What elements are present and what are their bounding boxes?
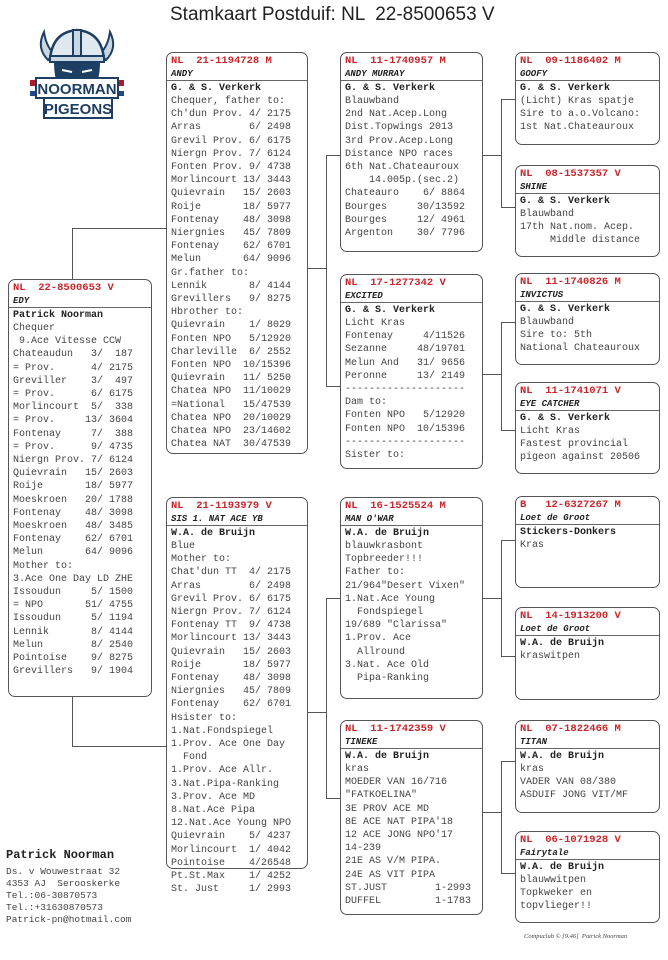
pigeon-details [9,322,151,678]
connector [326,155,327,386]
ring-number: NL 09-1186402 M [520,55,621,67]
detail-line: Fonten NPO 10/15396 [345,423,466,435]
detail-line: Roije 18/ 5977 [13,481,134,493]
pigeon-card-sire-sire[interactable] [340,52,483,252]
detail-line: Fontenay 7/ 388 [13,428,134,440]
detail-line: Chatea NAT 30/47539 [171,439,292,451]
detail-line: kras [345,764,370,775]
detail-line: Allround [345,646,406,658]
ring-number: B 12-6327267 M [520,499,621,511]
footer-credit: Compuclub © [9.46] Patrick Noorman [524,933,628,940]
detail-line: Blauwband [520,209,575,220]
connector [72,228,168,229]
ring-number: NL 07-1822466 M [520,723,621,735]
detail-line: Quievrain 15/ 2603 [171,188,292,200]
detail-line: ST.JUST 1-2993 [345,882,472,894]
detail-line: Lennik 8/ 4144 [13,626,134,638]
pigeon-details [341,763,482,908]
detail-line: Fonten NPO 5/12920 [345,410,466,422]
pigeon-card-sire[interactable] [166,52,308,454]
pigeon-card-subject[interactable] [8,279,152,697]
detail-line: 8.Nat.Ace Pipa [171,805,256,817]
connector [72,228,73,280]
ring-number: NL 06-1071928 V [520,834,621,846]
pigeon-card-dam-dam[interactable] [340,720,483,915]
detail-line: Morlincourt 13/ 3443 [171,175,292,187]
detail-line: = Prov. 13/ 3604 [13,415,134,427]
detail-line: Ch'dun Prov. 4/ 2175 [171,109,292,121]
detail-line: =National 15/47539 [171,399,292,411]
ring-number: NL 11-1742359 V [345,723,446,735]
detail-line: = NPO 51/ 4755 [13,600,134,612]
logo-text-line1: NOORMAN [37,81,117,98]
ring-number: NL 11-1740957 M [345,55,446,67]
detail-line: 1.Nat.Fondspiegel [171,725,274,737]
detail-line: Chequer [13,323,56,334]
detail-line: Fontenay TT 9/ 4738 [171,620,292,632]
detail-line: Licht Kras [345,318,406,329]
pigeon-owner: W.A. de Bruijn [520,638,605,649]
pigeon-details [516,874,659,914]
detail-line: blauwkrasbont [345,541,424,552]
detail-line: "FATKOELINA" [345,790,418,802]
pigeon-details [167,540,307,896]
detail-line: Roije 18/ 5977 [171,201,292,213]
detail-line: 6th Nat.Chateauroux [345,162,460,174]
detail-line: 1.Prov. Ace One Day [171,739,286,751]
detail-line: Grevil Prov. 6/ 6175 [171,593,292,605]
connector [501,430,515,431]
connector [326,798,340,799]
detail-line: Melun 8/ 2540 [13,639,134,651]
detail-line: 3rd Prov.Acep.Long [345,135,454,147]
noorman-pigeons-logo [22,14,132,124]
pigeon-card-sd-sire[interactable] [515,273,660,365]
pigeon-owner: G. & S. Verkerk [345,83,436,94]
pigeon-details [516,95,659,135]
detail-line: MOEDER VAN 16/716 [345,777,448,789]
pigeon-owner: G. & S. Verkerk [520,304,611,315]
pigeon-owner: Patrick Noorman [13,310,104,321]
detail-line: Moeskroen 48/ 3485 [13,521,134,533]
pigeon-name: TINEKE [341,736,482,749]
detail-line: Hbrother to: [171,307,244,319]
detail-line: 1.Nat.Ace Young [345,593,436,605]
breeder-phone-intl: Tel.:+31630870573 [6,902,103,913]
pigeon-name: Fairytale [516,847,659,860]
connector [483,155,501,156]
detail-line: pigeon against 20506 [520,452,641,464]
detail-line: ASDUIF JONG VIT/MF [520,790,629,802]
ring-number: NL 11-1740826 M [520,276,621,288]
detail-line: -------------------- [345,384,466,396]
pigeon-details [516,208,659,248]
detail-line: Bourges 12/ 4961 [345,214,466,226]
detail-line: Peronne 13/ 2149 [345,370,466,382]
connector [308,712,326,713]
detail-line: blauwwitpen [520,875,587,886]
connector [326,155,340,156]
detail-line: 12.Nat.Ace Young NPO [171,818,292,830]
detail-line: 12 ACE JONG NPO'17 [345,830,454,842]
detail-line: Morlincourt 13/ 3443 [171,633,292,645]
detail-line: Chatea NPO 20/10029 [171,412,292,424]
detail-line: Dam to: [345,397,388,409]
detail-line: 21E AS V/M PIPA. [345,856,442,868]
pigeon-details [167,95,307,451]
detail-line: Sire to: 5th [520,330,593,342]
detail-line: Melun 64/ 9096 [13,547,134,559]
connector [326,386,340,387]
detail-line: Sire to a.o.Volcano: [520,109,641,121]
detail-line: Niergn Prov. 7/ 6124 [171,607,292,619]
detail-line: Morlincourt 1/ 4042 [171,844,292,856]
pigeon-card-dd-sire[interactable] [515,720,660,813]
detail-line: Dist.Topwings 2013 [345,122,454,134]
connector [501,873,515,874]
detail-line: 24E AS VIT PIPA [345,869,436,881]
detail-line: 3.Ace One Day LD ZHE [13,573,134,585]
detail-line: 14.005p.(sec.2) [345,175,460,187]
connector [72,696,73,746]
ring-number: NL 11-1741071 V [520,385,621,397]
detail-line: National Chateauroux [520,343,641,355]
detail-line: Fonten NPO 5/12920 [171,333,292,345]
pigeon-details [516,650,659,663]
detail-line: Kras [520,540,545,551]
pigeon-name: INVICTUS [516,289,659,302]
detail-line: Chequer, father to: [171,96,286,107]
detail-line: Chatea NPO 23/14602 [171,426,292,438]
detail-line: Grevil Prov. 6/ 6175 [171,135,292,147]
detail-line: Fontenay 4/11526 [345,331,466,343]
detail-line: Chateaudun 3/ 187 [13,349,134,361]
detail-line: Pointoise 4/26548 [171,857,292,869]
pigeon-owner: W.A. de Bruijn [520,751,605,762]
pigeon-details [341,317,482,462]
detail-line: Middle distance [520,235,641,247]
detail-line: Blauwband [520,317,575,328]
detail-line: Fonten Prov. 9/ 4738 [171,162,292,174]
pigeon-card-sire-dam[interactable] [340,274,483,469]
detail-line: Distance NPO races [345,148,454,160]
detail-line: Argenton 30/ 7796 [345,228,466,240]
connector [483,374,501,375]
logo-text-line2: PIGEONS [43,101,113,118]
detail-line: 2nd Nat.Acep.Long [345,109,448,121]
detail-line: Pt.St.Max 1/ 4252 [171,871,292,883]
pigeon-name: EYE CATCHER [516,398,659,411]
ring-number: NL 08-1537357 V [520,168,621,180]
detail-line: Niergn Prov. 7/ 6124 [171,148,292,160]
pigeon-name: MAN O'WAR [341,513,482,526]
detail-line: kraswitpen [520,651,581,662]
connector [501,761,515,762]
ring-number: NL 14-1913200 V [520,610,621,622]
detail-line: Gr.father to: [171,267,250,279]
pigeon-details [341,540,482,685]
pigeon-name: SHINE [516,181,659,194]
connector [501,761,502,873]
connector [326,598,327,798]
pigeon-card-sd-dam[interactable] [515,382,660,474]
detail-line: Bourges 30/13592 [345,201,466,213]
connector [501,322,515,323]
connector [501,99,502,207]
connector [501,99,515,100]
detail-line: Fontenay 48/ 3098 [171,214,292,226]
detail-line: Niergnies 45/ 7809 [171,686,292,698]
detail-line: Fontenay 62/ 6701 [171,699,292,711]
detail-line: Blue [171,541,196,552]
detail-line: Issoudun 5/ 1194 [13,613,134,625]
pigeon-owner: G. & S. Verkerk [345,305,436,316]
breeder-postcode: 4353 AJ Serooskerke [6,878,121,889]
detail-line: Lennik 8/ 4144 [171,280,292,292]
connector [483,812,501,813]
pigeon-details [516,316,659,356]
viking-helmet-icon [22,14,132,124]
pigeon-details [516,425,659,465]
detail-line: 9.Ace Vitesse CCW [13,336,122,348]
pigeon-card-ss-dam[interactable] [515,165,660,257]
detail-line: 1.Prov. Ace Allr. [171,765,274,777]
pigeon-owner: W.A. de Bruijn [520,862,605,873]
detail-line: 14-239 [345,843,382,855]
pigeon-name: ANDY MURRAY [341,68,482,81]
connector [72,746,168,747]
connector [501,322,502,430]
detail-line: Mother to: [171,554,232,566]
detail-line: 3.Nat.Pipa-Ranking [171,778,280,790]
detail-line: VADER VAN 08/380 [520,777,617,789]
detail-line: = Prov. 6/ 6175 [13,389,134,401]
detail-line: Mother to: [13,560,74,572]
detail-line: Fastest provincial [520,439,629,451]
pigeon-card-dd-dam[interactable] [515,831,660,923]
pigeon-card-ds-sire[interactable] [515,496,660,588]
detail-line: Pointoise 9/ 8275 [13,653,134,665]
detail-line: Melun 64/ 9096 [171,254,292,266]
ring-number: NL 21-1194728 M [171,55,272,67]
breeder-address: Ds. v Wouwestraat 32 [6,866,121,877]
detail-line: Fontenay 48/ 3098 [171,673,292,685]
detail-line: 17th Nat.nom. Acep. [520,222,635,234]
detail-line: Charleville 6/ 2552 [171,346,292,358]
pigeon-owner: G. & S. Verkerk [520,413,611,424]
pigeon-owner: W.A. de Bruijn [171,528,256,539]
pigeon-name: SIS 1. NAT ACE YB [167,513,307,526]
connector [501,207,515,208]
detail-line: Moeskroen 20/ 1788 [13,494,134,506]
connector [308,268,326,269]
detail-line: 19/689 "Clarissa" [345,620,448,632]
detail-line: 3.Prov. Ace MD [171,791,256,803]
detail-line: Arras 6/ 2498 [171,580,292,592]
connector [501,540,502,656]
detail-line: 1st Nat.Chateauroux [520,122,635,134]
detail-line: Topbreeder!!! [345,554,424,566]
detail-line: Quievrain 15/ 2603 [171,646,292,658]
detail-line: topvlieger!! [520,901,593,913]
detail-line: Quievrain 5/ 4237 [171,831,292,843]
detail-line: Grevillers 9/ 8275 [171,294,292,306]
pigeon-owner: Stickers-Donkers [520,527,617,538]
detail-line: Blauwband [345,96,400,107]
breeder-phone: Tel.:06-30870573 [6,890,98,901]
pigeon-name: GOOFY [516,68,659,81]
pigeon-owner: G. & S. Verkerk [171,83,262,94]
detail-line: Issoudun 5/ 1500 [13,587,134,599]
pigeon-card-ds-dam[interactable] [515,607,660,700]
breeder-name: Patrick Noorman [6,848,115,862]
pigeon-details [516,539,659,552]
detail-line: Fontenay 48/ 3098 [13,507,134,519]
detail-line: Fondspiegel [345,607,424,619]
pigeon-owner: W.A. de Bruijn [345,751,430,762]
pigeon-owner: W.A. de Bruijn [345,528,430,539]
detail-line: 3E PROV ACE MD [345,803,430,815]
detail-line: Pipa-Ranking [345,673,430,685]
detail-line: Licht Kras [520,426,581,437]
pigeon-owner: G. & S. Verkerk [520,196,611,207]
detail-line: Fontenay 62/ 6701 [171,241,292,253]
detail-line: Chatea NPO 11/10029 [171,386,292,398]
detail-line: Fontenay 62/ 6701 [13,534,134,546]
detail-line: 3.Nat. Ace Old [345,659,430,671]
breeder-email[interactable]: Patrick-pn@hotmail.com [6,914,132,925]
pigeon-card-ss-sire[interactable] [515,52,660,145]
detail-line: 21/964"Desert Vixen" [345,580,466,592]
detail-line: Father to: [345,567,406,579]
detail-line: 1.Prov. Ace [345,633,412,645]
detail-line: 8E ACE NAT PIPA'18 [345,816,454,828]
pigeon-name: EDY [9,295,151,308]
ring-number: NL 21-1193979 V [171,500,272,512]
ring-number: NL 16-1525524 M [345,500,446,512]
pigeon-details [341,95,482,240]
detail-line: Quievrain 15/ 2603 [13,468,134,480]
detail-line: Fond [171,752,208,764]
detail-line: DUFFEL 1-1783 [345,896,472,908]
breeder-info [6,848,131,926]
detail-line: Fonten NPO 10/15396 [171,360,292,372]
detail-line: Roije 18/ 5977 [171,659,292,671]
detail-line: = Prov. 4/ 2175 [13,362,134,374]
detail-line: St. Just 1/ 2993 [171,884,292,896]
connector [483,598,501,599]
pigeon-card-dam-sire[interactable] [340,497,483,699]
pigeon-name: TITAN [516,736,659,749]
detail-line: kras [520,764,545,775]
detail-line: Topkweker en [520,888,593,900]
detail-line: Greviller 3/ 497 [13,375,134,387]
detail-line: -------------------- [345,436,466,448]
detail-line: Arras 6/ 2498 [171,122,292,134]
detail-line: Chateauro 6/ 8864 [345,188,466,200]
ring-number: NL 17-1277342 V [345,277,446,289]
detail-line: Sister to: [345,450,406,462]
connector [501,540,515,541]
connector [501,656,515,657]
pigeon-owner: G. & S. Verkerk [520,83,611,94]
pigeon-card-dam[interactable] [166,497,308,896]
ring-number: NL 22-8500653 V [13,282,114,294]
detail-line: Morlincourt 5/ 338 [13,402,134,414]
pigeon-name: EXCITED [341,290,482,303]
pigeon-details [516,763,659,803]
detail-line: Melun And 31/ 9656 [345,357,466,369]
page-title: Stamkaart Postduif: NL 22-8500653 V [170,4,495,25]
pigeon-name: Loet de Groot [516,623,659,636]
pigeon-name: Loet de Groot [516,512,659,525]
detail-line: Niergn Prov. 7/ 6124 [13,455,134,467]
detail-line: Quievrain 11/ 5250 [171,373,292,385]
detail-line: Chat'dun TT 4/ 2175 [171,567,292,579]
detail-line: Hsister to: [171,712,238,724]
detail-line: = Prov. 9/ 4735 [13,441,134,453]
pigeon-name: ANDY [167,68,307,81]
detail-line: Grevillers 9/ 1904 [13,666,134,678]
detail-line: Niergnies 45/ 7809 [171,228,292,240]
connector [326,598,340,599]
detail-line: (Licht) Kras spatje [520,96,635,107]
detail-line: Quievrain 1/ 8029 [171,320,292,332]
detail-line: Sezanne 48/19701 [345,344,466,356]
